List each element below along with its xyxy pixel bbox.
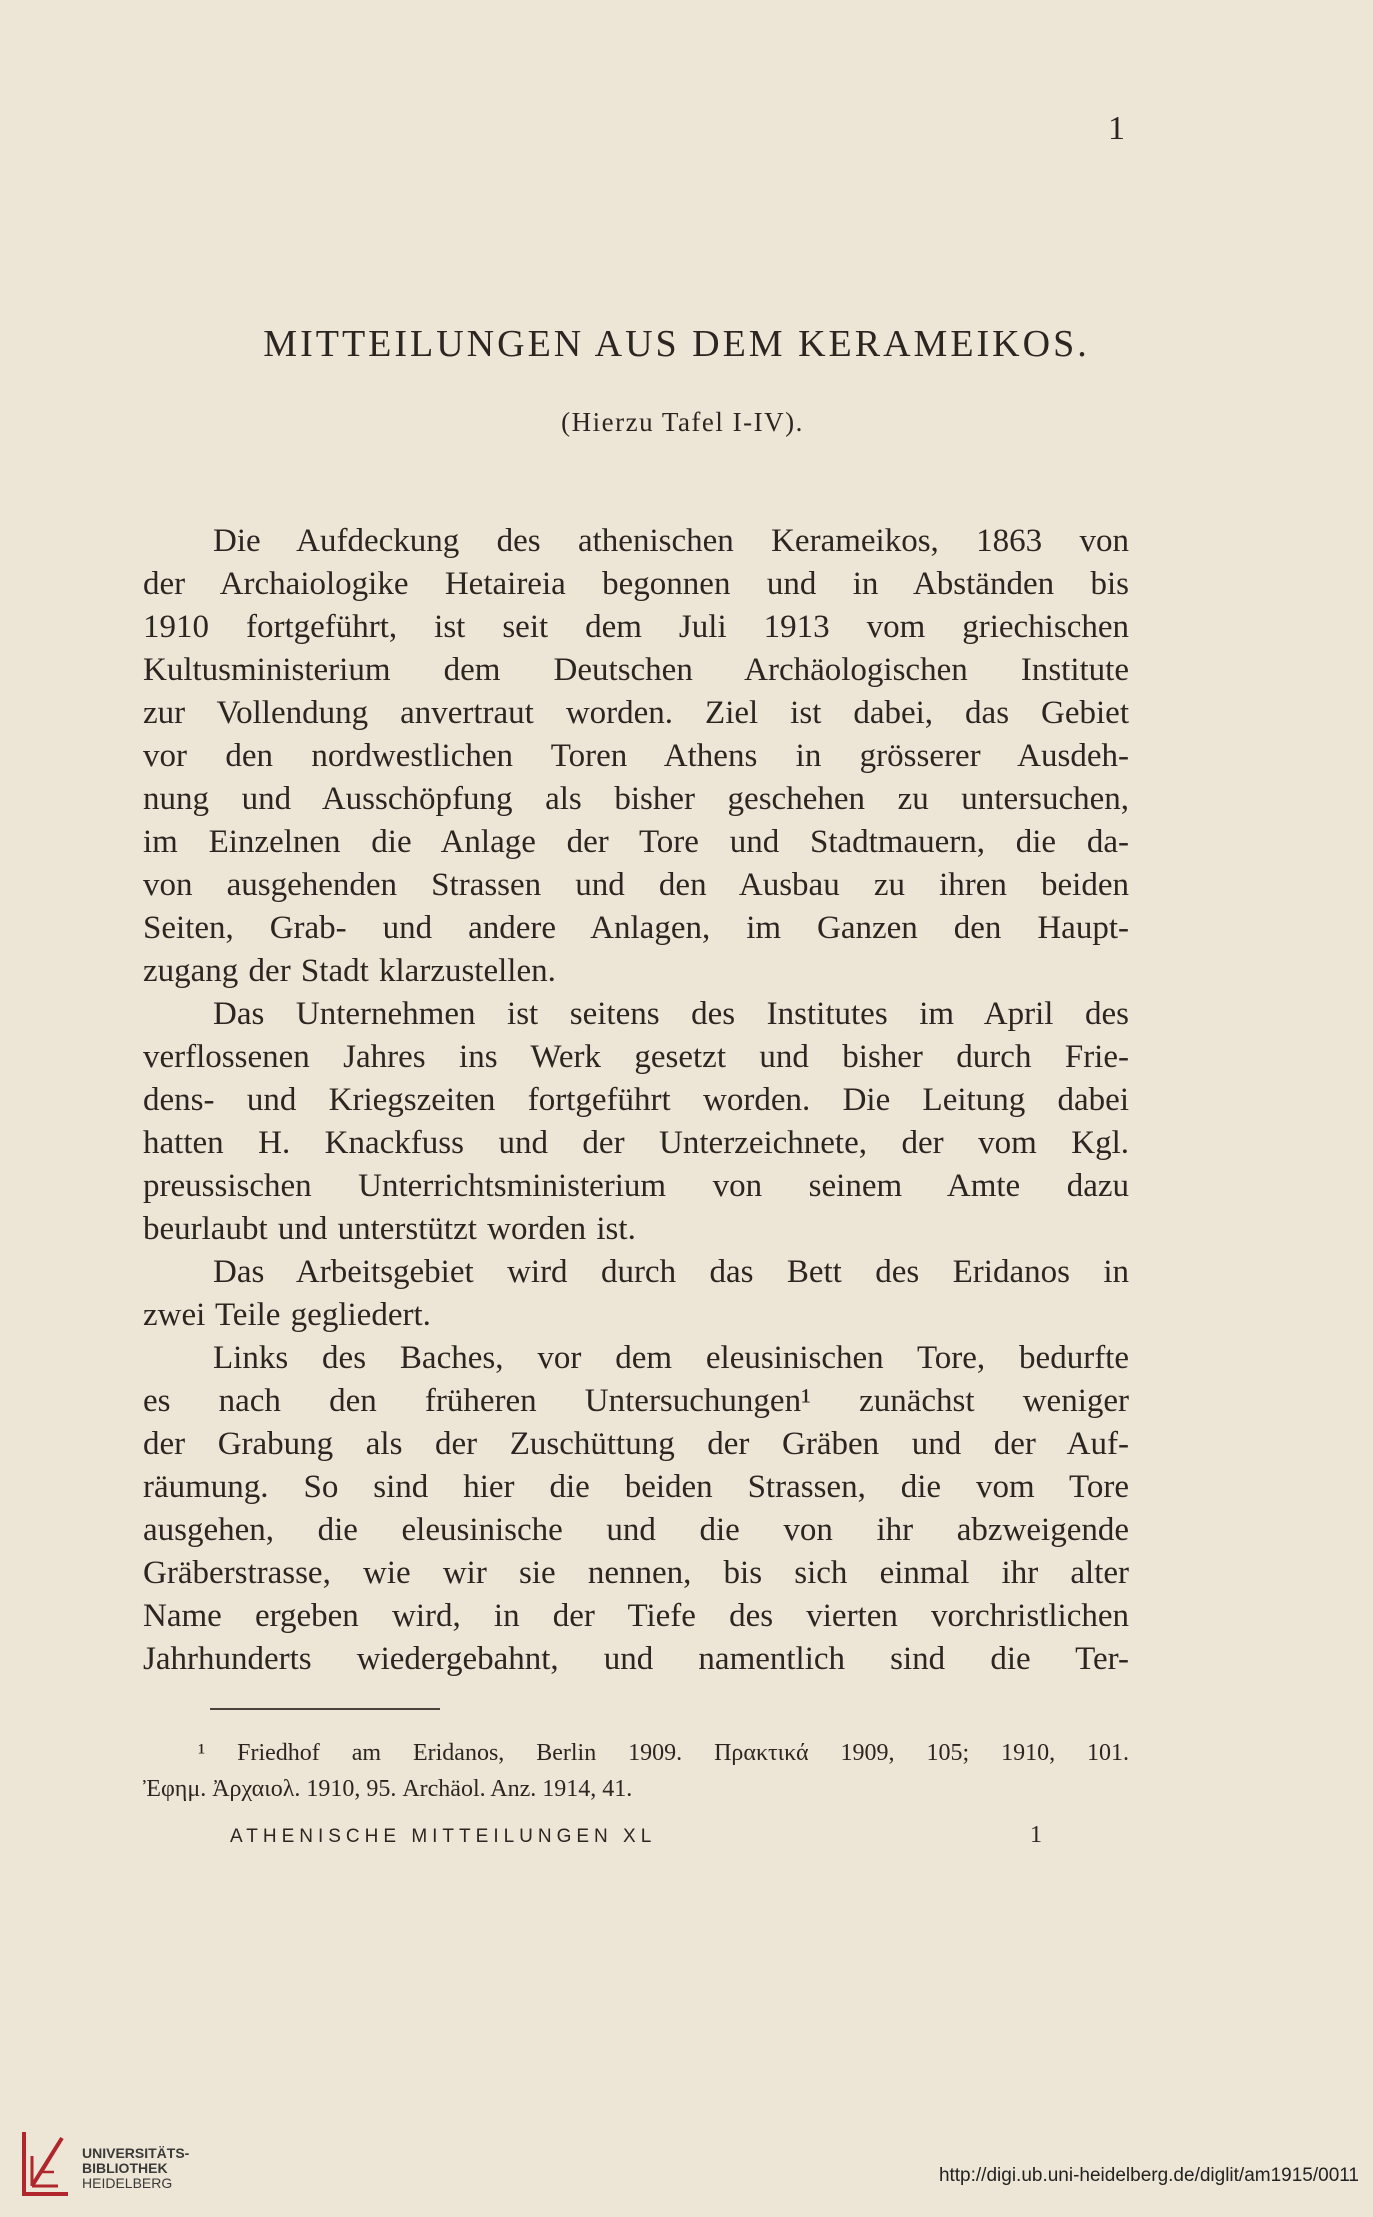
body-line: zugang der Stadt klarzustellen. (143, 953, 556, 989)
body-line: dens- und Kriegszeiten fortgeführt worden. Die Leitung dabei (143, 1082, 1129, 1118)
library-name-line3: HEIDELBERG (82, 2175, 173, 2191)
body-line: im Einzelnen die Anlage der Tore und Stadtmauern, die da- (143, 824, 1129, 860)
body-line: von ausgehenden Strassen und den Ausbau zu ihren beiden (143, 867, 1129, 903)
body-line: Links des Baches, vor dem eleusinischen Tore, bedurfte (213, 1340, 1129, 1376)
body-line: 1910 fortgeführt, ist seit dem Juli 1913 vom griechischen (143, 609, 1129, 645)
body-line: Seiten, Grab- und andere Anlagen, im Ganzen den Haupt- (143, 910, 1129, 946)
body-line: der Grabung als der Zuschüttung der Gräben und der Auf- (143, 1426, 1129, 1462)
body-line: Die Aufdeckung des athenischen Kerameikos, 1863 von (213, 523, 1129, 559)
article-title: MITTEILUNGEN AUS DEM KERAMEIKOS. (263, 323, 1090, 365)
body-line: es nach den früheren Untersuchungen¹ zunächst weniger (143, 1383, 1129, 1419)
body-line: Jahrhunderts wiedergebahnt, und namentlich sind die Ter- (143, 1641, 1129, 1677)
body-line: Gräberstrasse, wie wir sie nennen, bis sich einmal ihr alter (143, 1555, 1129, 1591)
body-line: zwei Teile gegliedert. (143, 1297, 431, 1333)
library-name-line2: BIBLIOTHEK (82, 2160, 168, 2176)
body-line: preussischen Unterrichtsministerium von seinem Amte dazu (143, 1168, 1129, 1204)
body-line: Kultusministerium dem Deutschen Archäologischen Institute (143, 652, 1129, 688)
footnote-line: Ἐφημ. Ἀρχαιολ. 1910, 95. Archäol. Anz. 1914, 41. (143, 1776, 633, 1802)
body-line: verflossenen Jahres ins Werk gesetzt und bisher durch Frie- (143, 1039, 1129, 1075)
body-line: beurlaubt und unterstützt worden ist. (143, 1211, 636, 1247)
body-line: räumung. So sind hier die beiden Strassen, die vom Tore (143, 1469, 1129, 1505)
footnote-line: ¹ Friedhof am Eridanos, Berlin 1909. Πρακτικά 1909, 105; 1910, 101. (198, 1740, 1129, 1766)
body-line: hatten H. Knackfuss und der Unterzeichnete, der vom Kgl. (143, 1125, 1129, 1161)
body-line: ausgehen, die eleusinische und die von ihr abzweigende (143, 1512, 1129, 1548)
signature-number: 1 (1030, 1822, 1042, 1848)
body-line: Das Arbeitsgebiet wird durch das Bett des Eridanos in (213, 1254, 1129, 1290)
body-text (143, 520, 1129, 1681)
library-name-line1: UNIVERSITÄTS- (82, 2145, 190, 2161)
body-line: Name ergeben wird, in der Tiefe des vierten vorchristlichen (143, 1598, 1129, 1634)
library-name (82, 2146, 189, 2191)
footnote-rule (210, 1708, 440, 1710)
body-line: Das Unternehmen ist seitens des Institutes im April des (213, 996, 1129, 1032)
body-line: vor den nordwestlichen Toren Athens in grösserer Ausdeh- (143, 738, 1129, 774)
body-line: zur Vollendung anvertraut worden. Ziel ist dabei, das Gebiet (143, 695, 1129, 731)
footnotes (143, 1735, 1129, 1807)
body-line: der Archaiologike Hetaireia begonnen und in Abständen bis (143, 566, 1129, 602)
signature-title: ATHENISCHE MITTEILUNGEN XL (230, 1826, 657, 1847)
page-number: 1 (1108, 110, 1126, 147)
library-logo-icon (18, 2128, 74, 2200)
source-url[interactable]: http://digi.ub.uni-heidelberg.de/diglit/am1915/0011 (938, 2165, 1359, 2186)
article-subtitle: (Hierzu Tafel I-IV). (561, 407, 804, 437)
body-line: nung und Ausschöpfung als bisher geschehen zu untersuchen, (143, 781, 1129, 817)
